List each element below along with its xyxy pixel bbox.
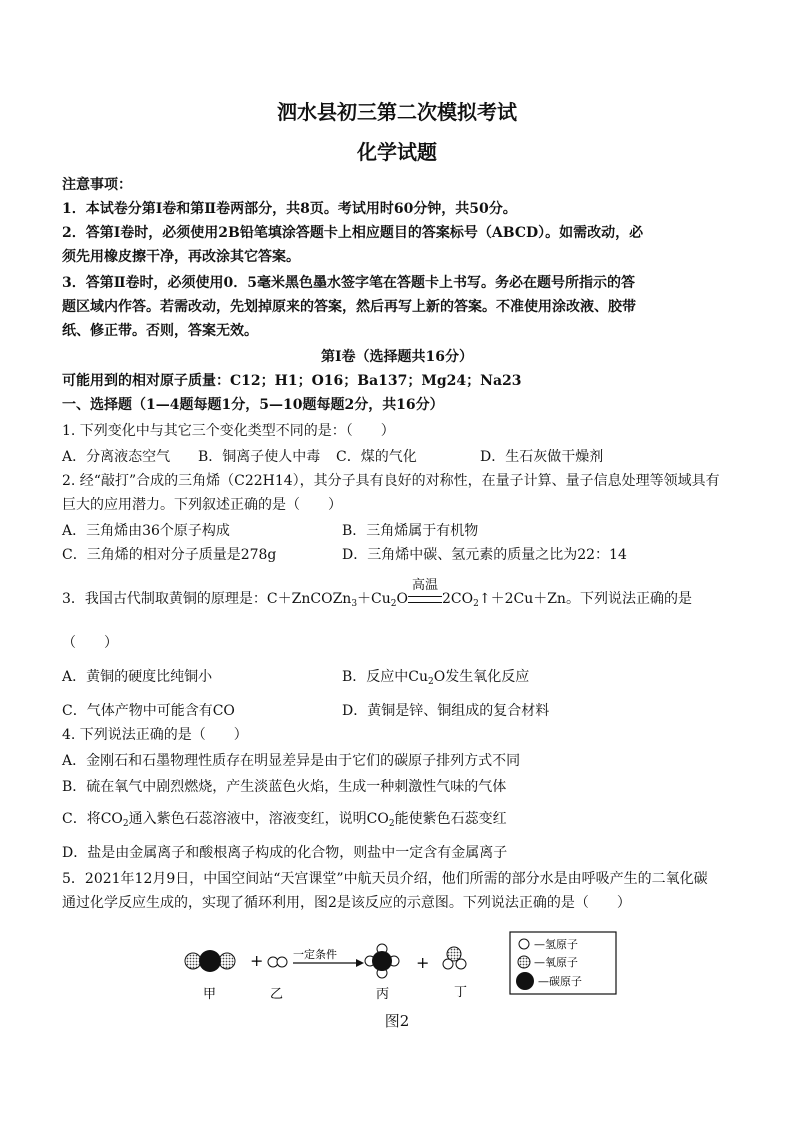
q1-option-c: C．煤的气化 (336, 449, 417, 465)
exam-subtitle: 化学试题 (357, 140, 437, 164)
q3-option-d: D．黄铜是锌、铜组成的复合材料 (342, 703, 550, 719)
q2-stem-line-2: 巨大的应用潜力。下列叙述正确的是（ ） (62, 497, 342, 513)
legend-hydrogen-label: —氢原子 (534, 938, 578, 951)
molecule-water (443, 947, 466, 969)
q4-option-a: A．金刚石和石墨物理性质存在明显差异是由于它们的碳原子排列方式不同 (62, 753, 521, 769)
q3-option-b-prefix: B．反应中Cu (342, 669, 429, 685)
reaction-diagram-svg (180, 930, 620, 1002)
legend-oxygen-label: —氧原子 (534, 956, 578, 969)
molecule-carbon-dioxide (185, 950, 235, 972)
atomic-masses: 可能用到的相对原子质量：C12；H1；O16；Ba137；Mg24；Na23 (62, 373, 522, 389)
exam-title: 泗水县初三第二次模拟考试 (277, 100, 517, 124)
reaction-equation (266, 578, 566, 609)
q1-option-b: B．铜离子使人中毒 (198, 449, 321, 465)
eq-condition: 高温 (411, 578, 438, 593)
figure-caption: 图2 (384, 1012, 410, 1030)
molecule-methane (365, 944, 399, 978)
part-heading: 一、选择题（1—4题每题1分，5—10题每题2分，共16分） (62, 397, 444, 413)
eq-subscript: 2 (473, 599, 479, 609)
q3-option-b-suffix: O发生氧化反应 (433, 669, 530, 685)
q3-stem (62, 578, 732, 615)
note-3-line-2: 题区域内作答。若需改动，先划掉原来的答案，然后再写上新的答案。不准使用涂改液、胶带 (62, 299, 636, 315)
legend (510, 932, 616, 994)
q1-option-a: A．分离液态空气 (62, 449, 171, 465)
note-2-line-2: 须先用橡皮擦干净，再改涂其它答案。 (62, 249, 300, 265)
q2-option-a: A．三角烯由36个原子构成 (62, 523, 230, 539)
legend-hydrogen-swatch (519, 939, 529, 949)
legend-carbon-label: —碳原子 (538, 975, 582, 988)
q2-stem-line-1: 2. 经“敲打”合成的三角烯（C22H14），其分子具有良好的对称性，在量子计算、量子信息处理等领域具有 (62, 473, 720, 489)
notes-heading: 注意事项： (62, 177, 132, 193)
q3-option-c: C．气体产物中可能含有CO (62, 703, 235, 719)
plus-sign: + (416, 953, 430, 972)
q4-option-c-part-2: 通入紫色石蕊溶液中，溶液变红，说明CO (128, 811, 389, 827)
oxygen-atom (219, 953, 235, 969)
eq-reactant-1: C＋ZnCOZn (266, 591, 352, 607)
q4-option-d: D．盐是由金属离子和酸根离子构成的化合物，则盐中一定含有金属离子 (62, 845, 508, 861)
q3-option-b-subscript: 2 (428, 677, 434, 687)
hydrogen-atom (443, 959, 453, 969)
carbon-atom (199, 950, 221, 972)
q4-option-c-subscript-2: 2 (388, 819, 395, 829)
eq-reactant-2: ＋Cu (357, 591, 391, 607)
q2-option-b: B．三角烯属于有机物 (342, 523, 479, 539)
legend-oxygen-swatch (518, 956, 530, 968)
label-ding: 丁 (454, 985, 468, 1000)
q4-option-b: B．硫在氧气中剧烈燃烧，产生淡蓝色火焰，生成一种刺激性气味的气体 (62, 779, 507, 795)
eq-subscript: 3 (351, 599, 358, 609)
eq-product-1: 2CO (442, 591, 474, 607)
legend-carbon-swatch (516, 972, 534, 990)
q1-stem: 1. 下列变化中与其它三个变化类型不同的是：（ ） (62, 423, 395, 439)
label-jia: 甲 (203, 987, 217, 1002)
q3-stem-suffix: 。下列说法正确的是 (565, 591, 692, 607)
note-2-line-1: 2．答第Ⅰ卷时，必须使用2B铅笔填涂答题卡上相应题目的答案标号（ABCD）。如需改动，必 (62, 225, 644, 241)
note-3-line-1: 3．答第Ⅱ卷时，必须使用0．5毫米黑色墨水签字笔在答题卡上书写。务必在题号所指示的答 (62, 275, 636, 291)
molecule-hydrogen (268, 957, 287, 967)
arrow-condition: 一定条件 (293, 948, 337, 961)
label-bing: 丙 (376, 987, 390, 1002)
eq-product-2: ↑＋2Cu＋Zn (478, 591, 566, 607)
q3-option-a: A．黄铜的硬度比纯铜小 (62, 669, 213, 685)
q2-option-c: C．三角烯的相对分子质量是278g (62, 547, 277, 563)
q4-option-c-part-1: C．将CO (62, 811, 123, 827)
q4-option-c-part-3: 能使紫色石蕊变红 (394, 811, 507, 827)
carbon-atom (372, 951, 392, 971)
label-yi: 乙 (270, 987, 284, 1002)
section-heading: 第Ⅰ卷（选择题共16分） (320, 349, 474, 365)
q4-option-c (62, 808, 732, 835)
q5-stem-line-1: 5．2021年12月9日，中国空间站“天宫课堂”中航天员介绍，他们所需的部分水是由呼吸产生的二氧化碳 (62, 871, 708, 887)
eq-condition-sign (408, 578, 442, 610)
eq-reactant-3: O (396, 591, 408, 607)
q1-option-d: D．生石灰做干燥剂 (480, 449, 604, 465)
q4-option-c-subscript-1: 2 (122, 819, 129, 829)
q3-stem-prefix: 3．我国古代制取黄铜的原理是： (62, 591, 267, 607)
q4-stem: 4. 下列说法正确的是（ ） (62, 727, 248, 743)
eq-subscript: 2 (390, 599, 397, 609)
reaction-diagram (180, 930, 620, 1002)
q3-option-b (342, 666, 529, 693)
hydrogen-atom (456, 959, 466, 969)
q5-stem-line-2: 通过化学反应生成的，实现了循环利用，图2是该反应的示意图。下列说法正确的是（ ） (62, 895, 631, 911)
hydrogen-atom (277, 957, 287, 967)
q3-answer-paren: （ ） (62, 635, 118, 651)
arrow-head-icon (356, 959, 364, 967)
note-1: 1．本试卷分第Ⅰ卷和第Ⅱ卷两部分，共8页。考试用时60分钟，共50分。 (62, 201, 517, 217)
plus-sign: + (250, 951, 264, 970)
note-3-line-3: 纸、修正带。否则，答案无效。 (62, 323, 258, 339)
q2-option-d: D．三角烯中碳、氢元素的质量之比为22：14 (342, 547, 627, 563)
oxygen-atom (185, 953, 201, 969)
